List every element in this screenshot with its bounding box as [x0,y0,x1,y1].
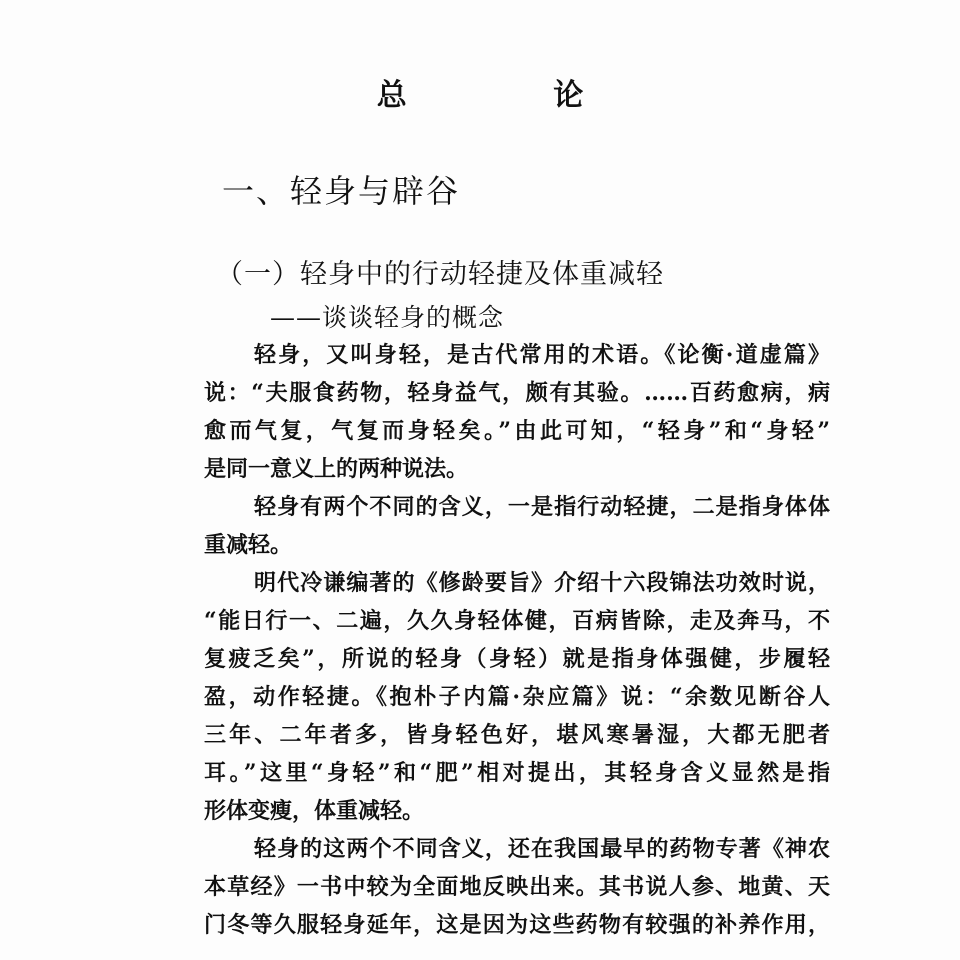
paragraph-2 [154,488,830,564]
text-line: 复疲乏矣”，所说的轻身（身轻）就是指身体强健，步履轻 [204,646,830,672]
text-line: 轻身，又叫身轻，是古代常用的术语。《论衡·道虚篇》 [254,342,830,368]
paragraph-4 [154,830,830,944]
text-line: 盈，动作轻捷。《抱朴子内篇·杂应篇》说：“余数见断谷人 [204,684,830,710]
paragraph-1 [154,336,830,488]
subsection-title: （一）轻身中的行动轻捷及体重减轻 [216,259,664,290]
text-line: 明代冷谦编著的《修龄要旨》介绍十六段锦法功效时说， [254,570,830,596]
text-line: 说：“夫服食药物，轻身益气，颇有其验。……百药愈病，病 [204,380,830,406]
text-line: 门冬等久服轻身延年，这是因为这些药物有较强的补养作用， [204,912,830,938]
text-line: 轻身的这两个不同含义，还在我国最早的药物专著《神农 [254,836,830,862]
text-line: 愈而气复，气复而身轻矣。”由此可知，“轻身”和“身轻” [204,418,830,444]
text-line: 重减轻。 [204,532,293,558]
body-text [154,336,830,944]
text-line: “能日行一、二遍，久久身轻体健，百病皆除，走及奔马，不 [204,608,830,634]
subsection-subtitle: ——谈谈轻身的概念 [270,303,505,332]
text-line: 三年、二年者多，皆身轻色好，堪风寒暑湿，大都无肥者 [204,722,830,748]
paragraph-3 [154,564,830,830]
text-line: 是同一意义上的两种说法。 [204,456,469,482]
text-line: 耳。”这里“身轻”和“肥”相对提出，其轻身含义显然是指 [204,760,830,786]
text-line: 轻身有两个不同的含义，一是指行动轻捷，二是指身体体 [254,494,830,520]
text-line: 形体变瘦，体重减轻。 [204,798,425,824]
chapter-title: 总 论 [376,78,652,113]
text-line: 本草经》一书中较为全面地反映出来。其书说人参、地黄、天 [204,874,830,900]
section-title: 一、轻身与辟谷 [222,172,461,210]
